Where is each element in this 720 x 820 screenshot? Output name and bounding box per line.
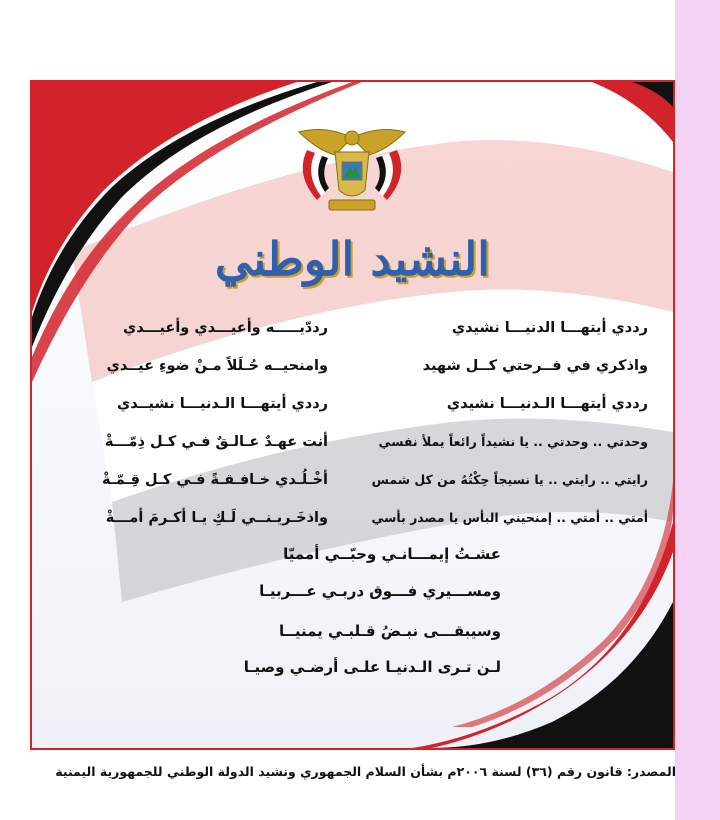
source-note: المصدر: قانون رقم (٣٦) لسنة ٢٠٠٦م بشأن السلام الجمهوري ونشيد الدولة الوطني للجمهورية اليمنية xyxy=(55,764,676,779)
chorus-line: ومســـيري فـــوق دربـي عـــربيـا xyxy=(259,582,501,600)
verse-left: أخْـلُـدي خـافـقـةً فـي كـل قِـمّـةْ xyxy=(102,472,328,488)
verse-row xyxy=(32,462,673,498)
chorus-line: لـن تـرى الـدنيـا علـى أرضـي وصيـا xyxy=(243,658,501,676)
verse-row xyxy=(32,386,673,422)
verse-right: رددي أيتهـــا الـدنيـــا نشيدي xyxy=(446,396,648,412)
chorus-line: عشـتُ إيمـــانـي وحبّــي أمميّا xyxy=(283,545,501,563)
verse-row xyxy=(32,348,673,384)
verse-right: رايتي .. رايتي .. يا نسيجاً حِكْتُهُ من كل شمس xyxy=(371,472,648,487)
pink-side-strip xyxy=(675,0,720,820)
verse-row xyxy=(32,424,673,460)
verse-left: وامنحيــه حُـلَلاً مـنْ ضوءِ عيــدي xyxy=(106,358,328,374)
chorus-line: وسيبقـــى نبـضُ قـلبـي يمنيــا xyxy=(278,622,501,640)
verse-right: أمتي .. أمتي .. إمنحيني البأس يا مصدر بأسي xyxy=(371,510,648,525)
verse-left: رددّيـــــه وأعيـــدي وأعيـــدي xyxy=(122,320,328,336)
verse-right: رددي أيتهـــا الدنيـــا نشيدي xyxy=(451,320,648,336)
verse-left: رددي أيتهـــا الـدنيـــا نشيــدي xyxy=(116,396,328,412)
page-title: النشيد الوطني xyxy=(214,232,491,286)
verses-block xyxy=(32,82,673,748)
verse-right: واذكري في فــرحتي كــل شهيد xyxy=(422,358,648,374)
verse-right: وحدتي .. وحدتي .. يا نشيداً رائعاً يملأ نفسي xyxy=(378,434,648,449)
verse-row xyxy=(32,310,673,346)
verse-left: واذخَـريـنــي لَـكِ يـا أكـرمَ أمـــةْ xyxy=(105,510,328,526)
anthem-frame xyxy=(30,80,675,750)
verse-left: أنت عهـدٌ عـالـقٌ فـي كـل ذِمّـــةْ xyxy=(104,434,328,450)
verse-row xyxy=(32,500,673,536)
